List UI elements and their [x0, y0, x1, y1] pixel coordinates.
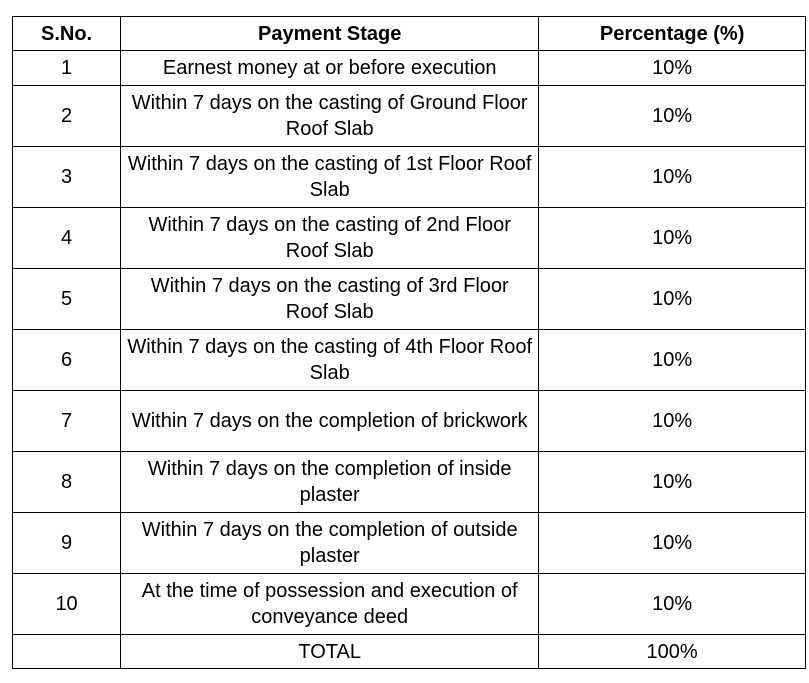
cell-sno: 6 [13, 330, 121, 391]
cell-percentage: 10% [539, 269, 806, 330]
header-row [13, 17, 806, 51]
table-row [13, 513, 806, 574]
cell-percentage: 10% [539, 147, 806, 208]
cell-percentage: 10% [539, 330, 806, 391]
cell-percentage: 10% [539, 452, 806, 513]
cell-percentage: 10% [539, 86, 806, 147]
cell-sno: 10 [13, 574, 121, 635]
cell-sno: 8 [13, 452, 121, 513]
cell-payment-stage: At the time of possession and execution of conveyance deed [121, 574, 539, 635]
header-payment-stage: Payment Stage [121, 17, 539, 51]
table-row [13, 208, 806, 269]
total-percentage: 100% [539, 635, 806, 669]
cell-payment-stage: Earnest money at or before execution [121, 51, 539, 86]
cell-payment-stage: Within 7 days on the casting of Ground Floor Roof Slab [121, 86, 539, 147]
cell-percentage: 10% [539, 574, 806, 635]
cell-payment-stage: Within 7 days on the casting of 3rd Floor Roof Slab [121, 269, 539, 330]
cell-percentage: 10% [539, 513, 806, 574]
total-label: TOTAL [121, 635, 539, 669]
cell-sno: 9 [13, 513, 121, 574]
cell-percentage: 10% [539, 51, 806, 86]
cell-payment-stage: Within 7 days on the completion of outside plaster [121, 513, 539, 574]
cell-payment-stage: Within 7 days on the casting of 1st Floor Roof Slab [121, 147, 539, 208]
cell-sno: 1 [13, 51, 121, 86]
cell-sno: 7 [13, 391, 121, 452]
table-row [13, 269, 806, 330]
table-row [13, 51, 806, 86]
cell-sno: 5 [13, 269, 121, 330]
cell-sno: 2 [13, 86, 121, 147]
table-row [13, 330, 806, 391]
payment-schedule-table [12, 16, 806, 669]
cell-sno: 4 [13, 208, 121, 269]
cell-payment-stage: Within 7 days on the completion of inside plaster [121, 452, 539, 513]
total-row [13, 635, 806, 669]
table-row [13, 452, 806, 513]
total-sno-cell [13, 635, 121, 669]
header-percentage: Percentage (%) [539, 17, 806, 51]
header-sno: S.No. [13, 17, 121, 51]
cell-percentage: 10% [539, 208, 806, 269]
cell-payment-stage: Within 7 days on the completion of brickwork [121, 391, 539, 452]
table-row [13, 574, 806, 635]
table-row [13, 86, 806, 147]
cell-payment-stage: Within 7 days on the casting of 4th Floor Roof Slab [121, 330, 539, 391]
table-row [13, 147, 806, 208]
cell-sno: 3 [13, 147, 121, 208]
table-row [13, 391, 806, 452]
cell-percentage: 10% [539, 391, 806, 452]
cell-payment-stage: Within 7 days on the casting of 2nd Floor Roof Slab [121, 208, 539, 269]
